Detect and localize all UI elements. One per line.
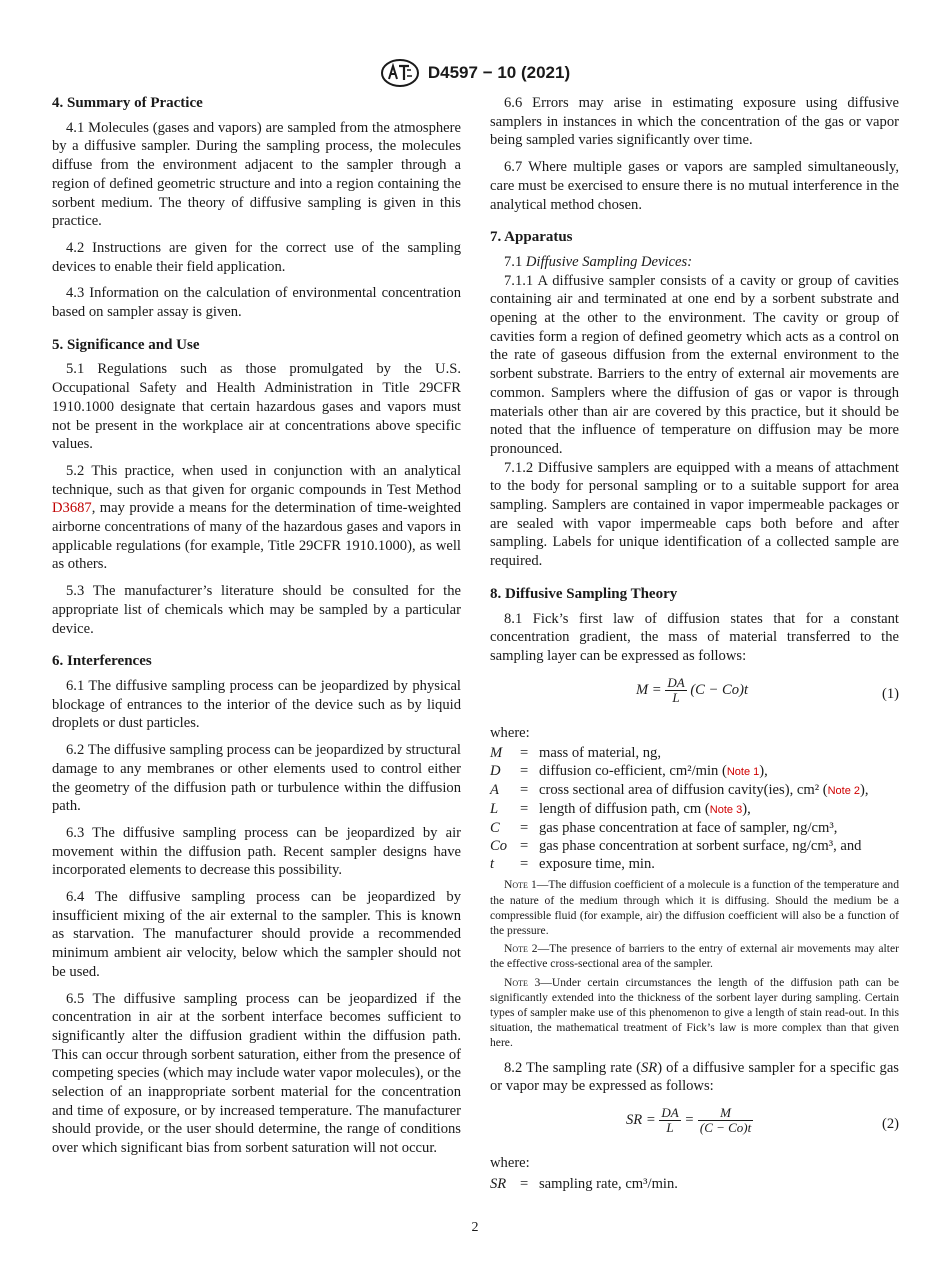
page-header: [0, 58, 950, 88]
eq2-numerator-2: M: [698, 1106, 753, 1121]
variable-equals: =: [520, 801, 529, 818]
eq1-rhs: (C − Co)t: [690, 681, 748, 698]
variable-symbol: M: [490, 745, 503, 762]
equation-1-number: (1): [881, 685, 899, 702]
eq2-numerator-1: DA: [661, 1105, 679, 1121]
paragraph-6-3: 6.3 The diffusive sampling process can be jeopardized by air movement within the diffusion path. Recent sampler designs have incorporated elements to decrease this possibility.: [52, 824, 461, 879]
paragraph-8-2: [490, 1059, 899, 1096]
variable-row: [490, 744, 869, 762]
paragraph-4-3: 4.3 Information on the calculation of environmental concentration based on sampler assay is given.: [52, 285, 461, 321]
paragraph-6-1: 6.1 The diffusive sampling process can be jeopardized by physical blockage of entrances to the interior of the device such as by liquid droplets or dust particles.: [52, 677, 461, 732]
variable-symbol: t: [490, 856, 495, 873]
variable-row: [490, 762, 869, 781]
variable-equals: =: [520, 782, 529, 799]
eq2-denominator-2: (C − Co)t: [699, 1120, 752, 1136]
equation-1: [490, 674, 899, 714]
variable-description-tail: ),: [759, 763, 768, 780]
paragraph-6-6: 6.6 Errors may arise in estimating exposure using diffusive samplers in instances in which the concentration of the gas or vapor being sampled varies significantly over time.: [490, 95, 899, 149]
variable-description: [539, 762, 869, 781]
variable-row: [490, 855, 869, 873]
where-label-1: where:: [490, 724, 530, 741]
variable-description-tail: ),: [742, 801, 751, 818]
note-1-link[interactable]: Note 1: [726, 766, 760, 779]
section-5-heading: 5. Significance and Use: [52, 336, 200, 353]
paragraph-4-2: 4.2 Instructions are given for the correct use of the sampling devices to enable their field application.: [52, 239, 461, 275]
d3687-link[interactable]: D3687: [52, 500, 92, 517]
paragraph-6-4: 6.4 The diffusive sampling process can be jeopardized by insufficient mixing of the air external to the sampler. This is known as starvation. The manufacturer should provide a recommended minimum ambient air velocity, below which the sampler should not be used.: [52, 889, 461, 980]
astm-logo-icon: [380, 58, 420, 88]
variable-equals: =: [520, 838, 529, 855]
variable-row: [490, 837, 869, 855]
eq2-lhs: SR =: [626, 1111, 660, 1128]
paragraph-5-3: 5.3 The manufacturer’s literature should be consulted for the appropriate list of chemicals which may be sampled by a particular device.: [52, 583, 461, 637]
paragraph-6-7: 6.7 Where multiple gases or vapors are sampled simultaneously, care must be exercised to ensure there is no mutual interference in the analytical method chosen.: [490, 159, 899, 213]
variable-definitions: [490, 744, 869, 873]
equation-2: [490, 1104, 899, 1144]
variable-symbol: A: [490, 782, 499, 799]
left-column: [52, 94, 461, 1166]
eq2-fraction-2: [698, 1106, 753, 1135]
variable-equals: =: [520, 856, 529, 873]
eq2-equals: =: [684, 1111, 698, 1128]
document-id: D4597 − 10 (2021): [427, 63, 571, 82]
section-6-heading: 6. Interferences: [52, 653, 152, 670]
where-label-2: where:: [490, 1155, 530, 1172]
eq2-fraction-1: [659, 1106, 680, 1135]
note-1: [490, 877, 899, 938]
note-3-text: —Under certain circumstances the length of the diffusion path can be significantly extended into the thickness of the sorbent layer during sampling. Certain types of sampler make use of this phenomenon to give a length of stain read-out. In this situation, the mathematical treatment of Fick’s law is more complex than that given here.: [490, 975, 899, 1050]
note-2: [490, 941, 899, 971]
paragraph-5-2: [52, 462, 461, 574]
paragraph-5-2-text-a: 5.2 This practice, when used in conjunction with an analytical technique, such as that given for organic compounds in Test Method: [52, 462, 461, 498]
paragraph-5-2-text-b: , may provide a means for the determination of time-weighted airborne concentrations of many of the hazardous gases and vapors in applicable regulations (for example, Title 29CFR 1910.1000), as well as others.: [52, 500, 461, 573]
note-3-label: Note 3: [504, 975, 541, 989]
paragraph-4-1: 4.1 Molecules (gases and vapors) are sampled from the atmosphere by a diffusive sampler. During the sampling process, the molecules diffuse from the environment adjacent to the sampler through a region of defined geometric structure and into a region containing the sorbent medium. The theory of diffusive sampling is given in this practice.: [52, 119, 461, 230]
eq1-fraction: [665, 676, 686, 705]
variable-description-tail: ),: [860, 782, 869, 799]
equation-2-number: (2): [881, 1116, 899, 1133]
variable-equals: =: [520, 745, 529, 762]
paragraph-6-2: 6.2 The diffusive sampling process can be jeopardized by structural damage to any membranes or other elements used to control either the geometry of the diffusion path or turbulence within the diffusion path.: [52, 742, 461, 815]
variable-description: gas phase concentration at sorbent surface, ng/cm³, and: [539, 838, 862, 855]
eq1-lhs: M =: [636, 681, 666, 698]
variable-symbol: SR: [490, 1175, 507, 1192]
variable-symbol: C: [490, 820, 500, 837]
paragraph-5-1: 5.1 Regulations such as those promulgated by the U.S. Occupational Safety and Health Administration in Title 29CFR 1910.1000 designate that certain hazardous gases and vapors must not be present in the workplace air at concentrations above specific values.: [52, 361, 461, 453]
note-1-label: Note 1: [504, 878, 537, 892]
variable-symbol: Co: [490, 838, 508, 855]
paragraph-6-5: 6.5 The diffusive sampling process can be jeopardized if the concentration in air at the sorbent interface becomes sufficient to significantly alter the diffusion gradient within the diffusion path. This can occur through sorbent saturation, either from the presence of competing species (which may include water vapor molecules), or the selection of an inappropriate sorbent material for the concentration and time of exposure, or by increased temperature. The manufacturer should provide, or the user should determine, the range of conditions over which significant bias from sorbent saturation will not occur.: [52, 990, 461, 1157]
variable-description-text: length of diffusion path, cm (: [539, 801, 710, 818]
variable-description: sampling rate, cm³/min.: [539, 1175, 678, 1192]
variable-equals: =: [520, 763, 529, 780]
variable-equals: =: [520, 820, 529, 837]
right-column: [490, 94, 899, 1193]
section-8-heading: 8. Diffusive Sampling Theory: [490, 585, 678, 602]
variable-row: [490, 819, 869, 837]
note-3: [490, 975, 899, 1051]
variable-symbol: D: [490, 763, 501, 780]
variable-description: exposure time, min.: [539, 856, 655, 873]
note-3-link[interactable]: Note 3: [709, 804, 743, 817]
paragraph-7-1-title: Diffusive Sampling Devices:: [525, 253, 693, 270]
variable-description: [539, 800, 869, 819]
note-2-link[interactable]: Note 2: [827, 785, 861, 798]
paragraph-8-1: 8.1 Fick’s first law of diffusion states that for a constant concentration gradient, the mass of material transferred to the sampling layer can be expressed as follows:: [490, 610, 899, 664]
page-number: 2: [471, 1220, 479, 1235]
section-7-heading: 7. Apparatus: [490, 229, 573, 246]
variable-description: mass of material, ng,: [539, 745, 661, 762]
variable-description: gas phase concentration at face of sampler, ng/cm³,: [539, 820, 838, 837]
eq1-numerator: DA: [667, 674, 685, 690]
variable-description-text: diffusion co-efficient, cm²/min (: [539, 763, 727, 780]
variable-symbol: L: [490, 801, 499, 818]
variable-description-text: cross sectional area of diffusion cavity(ies), cm² (: [539, 782, 828, 799]
section-4-heading: 4. Summary of Practice: [52, 95, 203, 111]
paragraph-7-1: [490, 253, 899, 272]
note-1-text: —The diffusion coefficient of a molecule is a function of the temperature and the nature of the medium through which it is diffusing. Should the medium be a compressible fluid (for example, air) the diffusion coefficient will also be a function of the pressure.: [490, 878, 899, 937]
variable-row: [490, 1175, 678, 1193]
paragraph-7-1-1: 7.1.1 A diffusive sampler consists of a cavity or group of cavities containing air and terminated at one end by a sorbent substrate and opening at the other to the environment. The cavity or group of cavities form a region of defined geometry which acts as a control on the rate of gaseous diffusion from the external environment to the sorbent substrate. Barriers to the entry of external air movements are common. Samplers where the diffusion of gas or vapor is through materials other than air are covered by this practice, but it should be noted that the influence of temperature on diffusion may be more pronounced.: [490, 272, 899, 457]
sampling-rate-definition: [490, 1175, 678, 1193]
eq2-denominator-1: L: [666, 1120, 674, 1136]
paragraph-8-2-text-a: 8.2 The sampling rate (: [504, 1059, 641, 1076]
variable-equals: =: [520, 1175, 529, 1192]
variable-description: [539, 781, 869, 800]
paragraph-7-1-2: 7.1.2 Diffusive samplers are equipped with a means of attachment to the body for personal sampling or to a suitable support for area sampling. Samplers are contained in vapor impermeable packages or are sealed with vapor impermeable caps both before and after sampling. Labels for unique identification of a collected sample are required.: [490, 459, 899, 570]
note-2-text: —The presence of barriers to the entry of external air movements may alter the effective cross-sectional area of the sampler.: [490, 942, 899, 971]
paragraph-7-1-number: 7.1: [504, 253, 526, 270]
variable-row: [490, 800, 869, 819]
paragraph-8-2-text-b: ) of a diffusive sampler for a specific gas or vapor may be expressed as follows:: [490, 1059, 899, 1095]
note-2-label: Note 2: [504, 942, 538, 956]
paragraph-8-2-sr: SR: [640, 1059, 658, 1076]
eq1-denominator: L: [672, 689, 680, 705]
variable-row: [490, 781, 869, 800]
